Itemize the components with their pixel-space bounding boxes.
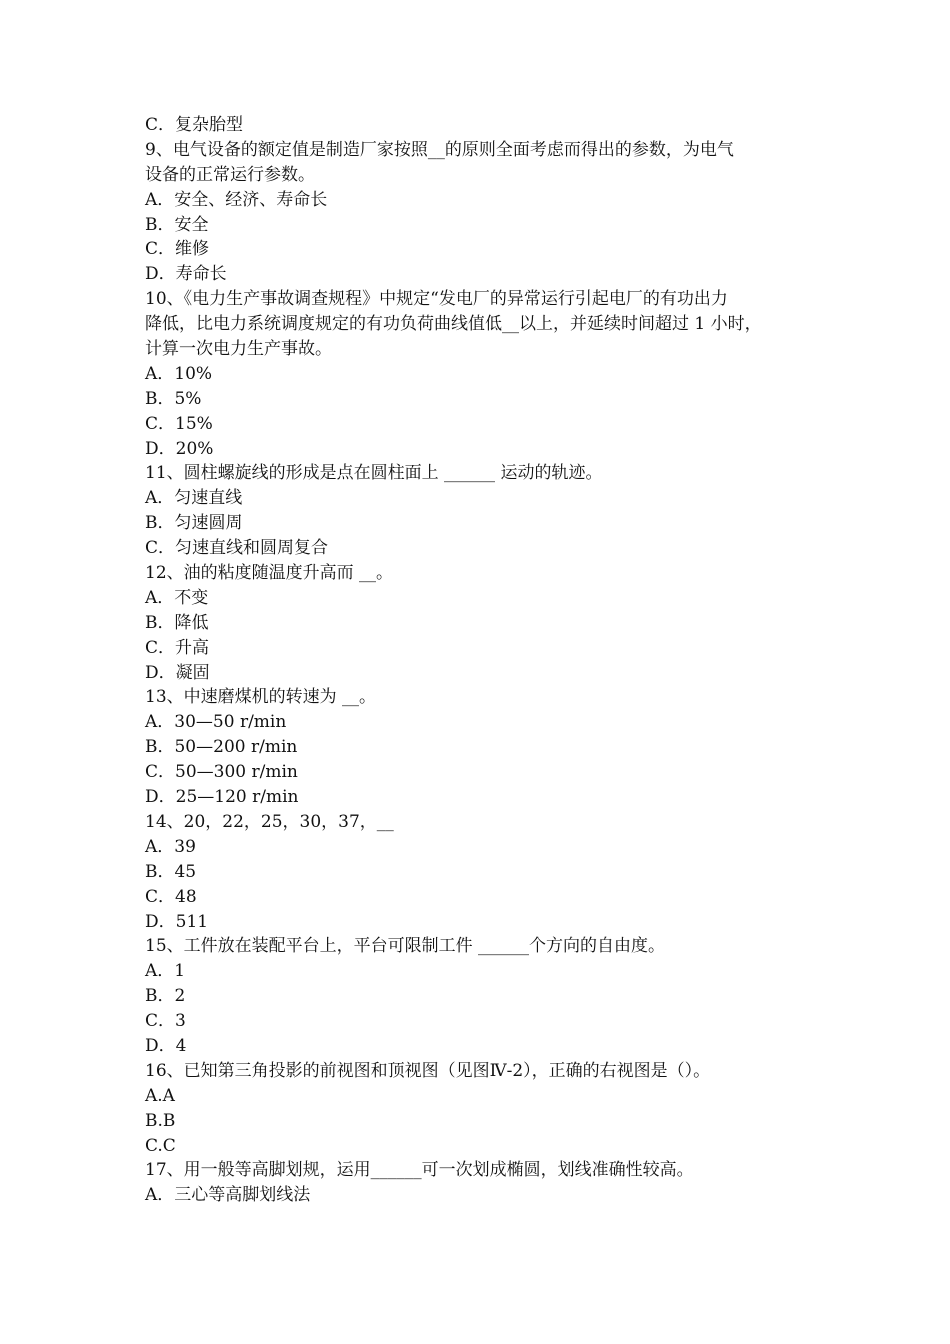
option-line: A．1 — [145, 961, 186, 982]
question-line: 9、电气设备的额定值是制造厂家按照__的原则全面考虑而得出的参数，为电气 — [145, 139, 734, 160]
option-line: C．15% — [145, 413, 213, 434]
option-line: C．匀速直线和圆周复合 — [145, 538, 329, 559]
option-line: C．复杂胎型 — [145, 115, 244, 135]
question-line: 12、油的粘度随温度升高而 __。 — [145, 563, 394, 584]
option-line: C．3 — [145, 1011, 186, 1032]
question-line: 计算一次电力生产事故。 — [145, 339, 332, 360]
option-line: D．20% — [145, 438, 214, 459]
option-line: B．降低 — [145, 612, 209, 633]
question-line: 11、圆柱螺旋线的形成是点在圆柱面上 ______ 运动的轨迹。 — [145, 463, 603, 484]
option-line: C．50—300 r/min — [145, 762, 298, 783]
option-line: B．50—200 r/min — [145, 737, 298, 758]
option-line: A．不变 — [145, 587, 209, 608]
question-line: 13、中速磨煤机的转速为 __。 — [145, 687, 377, 708]
option-line: C．升高 — [145, 637, 210, 658]
question-line: 15、工件放在装配平台上，平台可限制工件 ______个方向的自由度。 — [145, 936, 666, 957]
question-line: 16、已知第三角投影的前视图和顶视图（见图Ⅳ-2），正确的右视图是（）。 — [145, 1060, 711, 1081]
option-line: A．三心等高脚划线法 — [145, 1185, 311, 1206]
option-line: A．匀速直线 — [145, 488, 243, 509]
option-line: A.A — [145, 1085, 175, 1106]
option-line: A．39 — [145, 836, 196, 857]
option-line: B．匀速圆周 — [145, 513, 243, 534]
option-line: B．5% — [145, 388, 202, 409]
option-line: A．安全、经济、寿命长 — [145, 189, 328, 210]
option-line: B．45 — [145, 861, 197, 882]
option-line: A．10% — [145, 363, 213, 384]
option-line: B．安全 — [145, 214, 209, 235]
question-line: 10、《电力生产事故调查规程》中规定“发电厂的异常运行引起电厂的有功出力 — [145, 289, 728, 310]
question-line: 14、20，22，25，30，37，__ — [145, 811, 394, 832]
option-line: D．寿命长 — [145, 264, 227, 285]
question-line: 17、用一般等高脚划规，运用______可一次划成椭圆，划线准确性较高。 — [145, 1160, 694, 1181]
question-line: 降低，比电力系统调度规定的有功负荷曲线值低__以上，并延续时间超过 1 小时， — [145, 314, 762, 335]
option-line: D．4 — [145, 1035, 187, 1056]
option-line: D．511 — [145, 911, 209, 932]
option-line: B．2 — [145, 986, 186, 1007]
option-line: C．维修 — [145, 239, 210, 260]
question-line: 设备的正常运行参数。 — [145, 164, 315, 185]
option-line: A．30—50 r/min — [145, 712, 287, 733]
option-line: C．48 — [145, 886, 197, 907]
option-line: D．25—120 r/min — [145, 787, 299, 808]
option-line: C.C — [145, 1135, 176, 1156]
option-line: B.B — [145, 1110, 176, 1131]
document-page — [145, 113, 810, 1208]
option-line: D．凝固 — [145, 662, 210, 683]
